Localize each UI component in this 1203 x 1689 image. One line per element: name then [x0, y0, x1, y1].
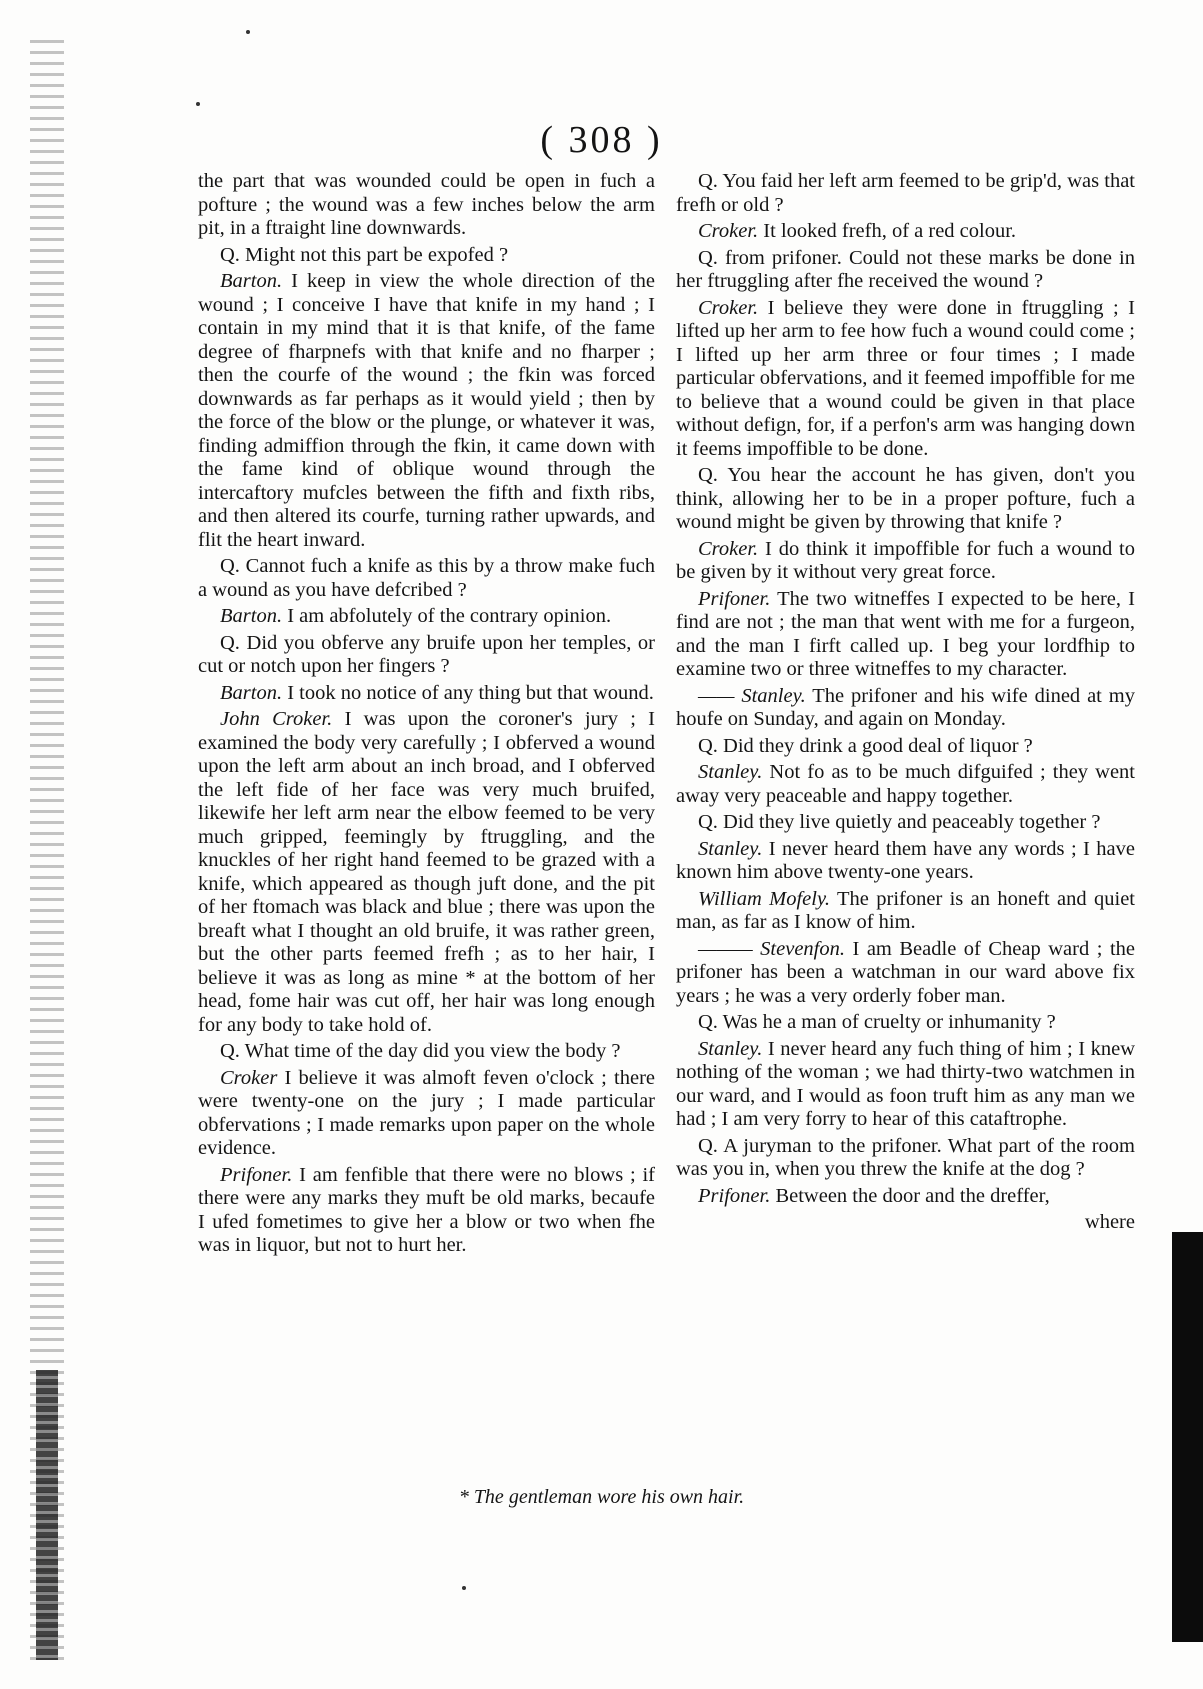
paragraph-text: It looked frefh, of a red colour. [758, 220, 1017, 242]
speaker-name: Croker. [698, 537, 759, 560]
paragraph [198, 632, 655, 679]
paragraph [198, 1040, 655, 1064]
paragraph-text: I was upon the coroner's jury ; I examined the body very carefully ; I obferved a wound upon the left arm about an inch broad, and I obferved the left fide of her face was very much bruifed, likewife her left arm near the elbow feemed to be very much gripped, feemingly by ftruggling, and the knuckles of her right hand feemed to be grazed with a knife, which appeared as though juft done, and the pit of her ftomach was black and blue ; there was upon the breaft what I thought an old bruife, it was rather green, but the other parts feemed frefh ; as to her hair, I believe it was as long as mine * at the bottom of her head, fome hair was cut off, her hair was long enough for any body to take hold of. [198, 708, 655, 1036]
paragraph-text: I never heard them have any words ; I have known him above twenty-one years. [676, 837, 1135, 883]
paragraph-text: Q. Was he a man of cruelty or inhumanity ? [698, 1011, 1056, 1033]
paragraph-text: where [1084, 1211, 1135, 1233]
paragraph [676, 170, 1135, 217]
speaker-name: Croker. [698, 220, 759, 242]
paragraph [676, 1038, 1135, 1132]
paragraph-text: I keep in view the whole direction of the wound ; I conceive I have that knife in my hand ; I contain in my mind that it is that knife, of the fame degree of fharpnefs with that knife and no fharper ; then the courfe of the wound ; the fkin was forced downwards as far perhaps as it would yield ; then by the force of the blow or the plunge, or whatever it was, finding admiffion through the fkin, it came down with the fame kind of oblique wound through the intercaftory mufcles between the fifth and fixth ribs, and then altered its courfe, turning rather upwards, and flit the heart inward. [198, 270, 655, 551]
paragraph [198, 270, 655, 552]
paragraph-text: I believe they were done in ftruggling ; I lifted up her arm to fee how fuch a wound could come ; I lifted up her arm three or four times ; I made particular obfervations, and it feemed impoffible for me to believe that a wound could be given in that place without defign, for, if a perfon's arm was hanging down it feems impoffible to be done. [676, 296, 1135, 460]
paragraph-text: I am Beadle of Cheap ward ; the prifoner has been a watchman in our ward above fix years ; he was a very orderly fober man. [676, 937, 1135, 1007]
paragraph [676, 938, 1135, 1009]
paragraph-text: I believe it was almoft feven o'clock ; there were twenty-one on the jury ; I made particular obfervations ; I made remarks upon paper on the whole evidence. [198, 1066, 655, 1159]
paragraph-text: Q. Might not this part be expofed ? [220, 243, 509, 266]
speaker-name: Croker [220, 1066, 278, 1089]
paragraph [676, 1135, 1135, 1182]
paragraph-text: The two witneffes I expected to be here, I find are not ; the man that went with me for a furgeon, and the man I firft called up. I beg your lordfhip to examine two or three witneffes to my character. [676, 587, 1135, 680]
paragraph-text: I am fenfible that there were no blows ; if there were any marks they muft be old marks, becaufe I ufed fometimes to give her a blow or two when fhe was in liquor, but not to hurt her. [198, 1163, 655, 1256]
paragraph-text: Q. Did you obferve any bruife upon her temples, or cut or notch upon her fingers ? [198, 631, 655, 677]
speaker-name: Prifoner. [698, 587, 771, 610]
paragraph [198, 555, 655, 602]
paragraph [676, 538, 1135, 585]
paragraph-text: I never heard any fuch thing of him ; I knew nothing of the woman ; we had thirty-two watchmen in our ward, and I would as foon truft him as any man we had ; I am very forry to hear of this cataftrophe. [676, 1037, 1135, 1130]
paragraph [676, 297, 1135, 462]
paragraph [676, 247, 1135, 294]
paragraph [676, 1211, 1135, 1235]
paragraph-text: Q. You faid her left arm feemed to be grip'd, was that frefh or old ? [676, 170, 1135, 216]
speaker-name: Prifoner. [220, 1163, 293, 1186]
left-column [198, 170, 655, 1261]
page-number: ( 308 ) [540, 119, 663, 161]
paragraph [198, 244, 655, 268]
speaker-name: John Croker. [220, 708, 333, 730]
paragraph-text: Q. from prifoner. Could not these marks be done in her ftruggling after fhe received the wound ? [676, 246, 1135, 292]
paragraph [676, 464, 1135, 535]
paragraph [676, 685, 1135, 732]
paragraph-text: I took no notice of any thing but that wound. [282, 681, 654, 704]
paragraph-text: I am abfolutely of the contrary opinion. [282, 605, 612, 627]
paragraph [676, 761, 1135, 808]
footnote: * The gentleman wore his own hair. [458, 1486, 745, 1508]
speaker-name: Croker. [698, 296, 759, 319]
paragraph [676, 838, 1135, 885]
paragraph [676, 735, 1135, 759]
speaker-name: Stanley. [698, 837, 763, 860]
paragraph-text: Q. Did they live quietly and peaceably together ? [698, 811, 1101, 833]
scan-speck [462, 1586, 466, 1590]
speaker-name: Barton. [220, 681, 283, 704]
speaker-name: Barton. [220, 270, 283, 292]
right-column [676, 170, 1135, 1238]
paragraph [676, 1011, 1135, 1035]
speaker-name: Prifoner. [698, 1184, 771, 1207]
paragraph-text: The prifoner and his wife dined at my houfe on Sunday, and again on Monday. [676, 684, 1135, 730]
paragraph-text: Q. Cannot fuch a knife as this by a throw make fuch a wound as you have defcribed ? [198, 555, 655, 601]
paragraph-text: the part that was wounded could be open in fuch a pofture ; the wound was a few inches below the arm pit, in a ftraight line downwards. [198, 170, 655, 239]
paragraph [198, 605, 655, 629]
speaker-name: Barton. [220, 605, 283, 627]
scan-margin-bar [1172, 1232, 1203, 1642]
speaker-name: William Mofely. [698, 887, 831, 910]
scan-speck [196, 102, 200, 106]
paragraph-text: Q. What time of the day did you view the body ? [220, 1040, 621, 1062]
paragraph [676, 588, 1135, 682]
paragraph-text: Between the door and the dreffer, [770, 1184, 1050, 1207]
paragraph-text: Not fo as to be much difguifed ; they went away very peaceable and happy together. [676, 761, 1135, 807]
paragraph [676, 220, 1135, 244]
speaker-name: ——— Stevenfon. [698, 937, 845, 960]
paragraph [676, 1185, 1135, 1209]
paragraph-text: Q. You hear the account he has given, don't you think, allowing her to be in a proper pofture, fuch a wound might be given by throwing that knife ? [676, 464, 1135, 533]
speaker-name: —— Stanley. [698, 684, 806, 707]
scan-edge-artifact-dark [36, 1370, 58, 1660]
paragraph [676, 811, 1135, 835]
scan-speck [246, 30, 250, 34]
paragraph [198, 170, 655, 241]
speaker-name: Stanley. [698, 1037, 763, 1060]
paragraph-text: Q. Did they drink a good deal of liquor ? [698, 734, 1033, 757]
paragraph [676, 888, 1135, 935]
paragraph [198, 682, 655, 706]
paragraph [198, 1164, 655, 1258]
paragraph [198, 708, 655, 1037]
paragraph-text: The prifoner is an honeft and quiet man, as far as I know of him. [676, 887, 1135, 933]
paragraph [198, 1067, 655, 1161]
paragraph-text: Q. A juryman to the prifoner. What part of the room was you in, when you threw the knife at the dog ? [676, 1134, 1135, 1180]
speaker-name: Stanley. [698, 761, 763, 783]
paragraph-text: I do think it impoffible for fuch a wound to be given by it without very great force. [676, 537, 1135, 583]
